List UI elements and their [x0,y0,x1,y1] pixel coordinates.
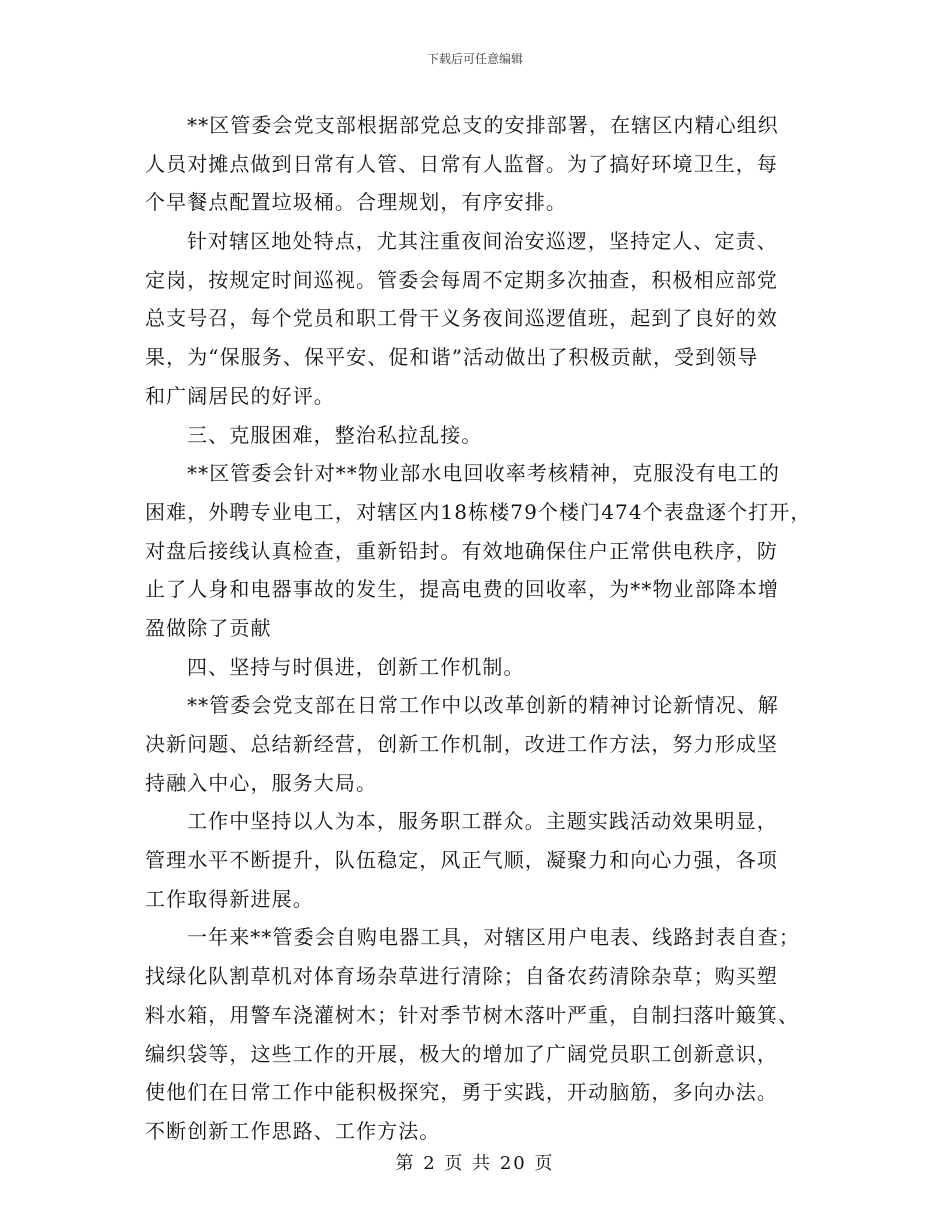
body-line: 果，为“保服务、保平安、促和谐”活动做出了积极贡献，受到领导 [145,345,759,370]
body-line: **区管委会针对**物业部水电回收率考核精神，克服没有电工的 [187,461,780,486]
page-number: 第 2 页 共 20 页 [395,1153,555,1174]
page-header-note: 下载后可任意编辑 [426,52,523,66]
body-line: 不断创新工作思路、工作方法。 [145,1118,441,1143]
section-heading: 四、坚持与时俱进，创新工作机制。 [187,654,525,679]
body-line: 决新问题、总结新经营，创新工作机制，改进工作方法，努力形成坚 [145,732,778,756]
body-line: 工作取得新进展。 [145,886,314,911]
body-line: 料水箱，用警车浇灌树木；针对季节树木落叶严重，自制扫落叶簸箕、 [145,1002,800,1027]
body-line: **管委会党支部在日常工作中以改革创新的精神讨论新情况、解 [187,693,779,718]
body-line: 编织袋等，这些工作的开展，极大的增加了广阔党员职工创新意识， [145,1041,778,1066]
body-line: 和广阔居民的好评。 [145,383,335,408]
section-heading: 三、克服困难，整治私拉乱接。 [187,422,483,447]
body-line: 持融入中心，服务大局。 [145,770,378,795]
body-line: 针对辖区地处特点，尤其注重夜间治安巡逻，坚持定人、定责、 [187,229,778,254]
body-line: 人员对摊点做到日常有人管、日常有人监督。为了搞好环境卫生，每 [145,151,778,176]
body-line: 止了人身和电器事故的发生，提高电费的回收率，为**物业部降本增 [145,577,780,602]
body-line: 对盘后接线认真检查，重新铅封。有效地确保住户正常供电秩序，防 [145,538,778,563]
body-line: 找绿化队割草机对体育场杂草进行清除；自备农药清除杂草；购买塑 [145,964,778,989]
body-line: **区管委会党支部根据部党总支的安排部署，在辖区内精心组织 [187,113,779,137]
body-line: 困难，外聘专业电工，对辖区内18栋楼79个楼门474个表盘逐个打开， [145,499,812,524]
body-line: 总支号召，每个党员和职工骨干义务夜间巡逻值班，起到了良好的效 [145,306,778,331]
document-body [145,106,835,1151]
body-line: 工作中坚持以人为本，服务职工群众。主题实践活动效果明显， [187,809,778,834]
body-line: 使他们在日常工作中能积极探究，勇于实践，开动脑筋，多向办法。 [145,1080,778,1105]
body-line: 定岗，按规定时间巡视。管委会每周不定期多次抽查，积极相应部党 [145,267,778,292]
body-line: 管理水平不断提升，队伍稳定，风正气顺，凝聚力和向心力强，各项 [145,848,778,873]
body-line: 一年来**管委会自购电器工具，对辖区用户电表、线路封表自查； [187,925,800,950]
body-line: 个早餐点配置垃圾桶。合理规划，有序安排。 [145,190,567,215]
body-line: 盈做除了贡献 [145,615,272,640]
